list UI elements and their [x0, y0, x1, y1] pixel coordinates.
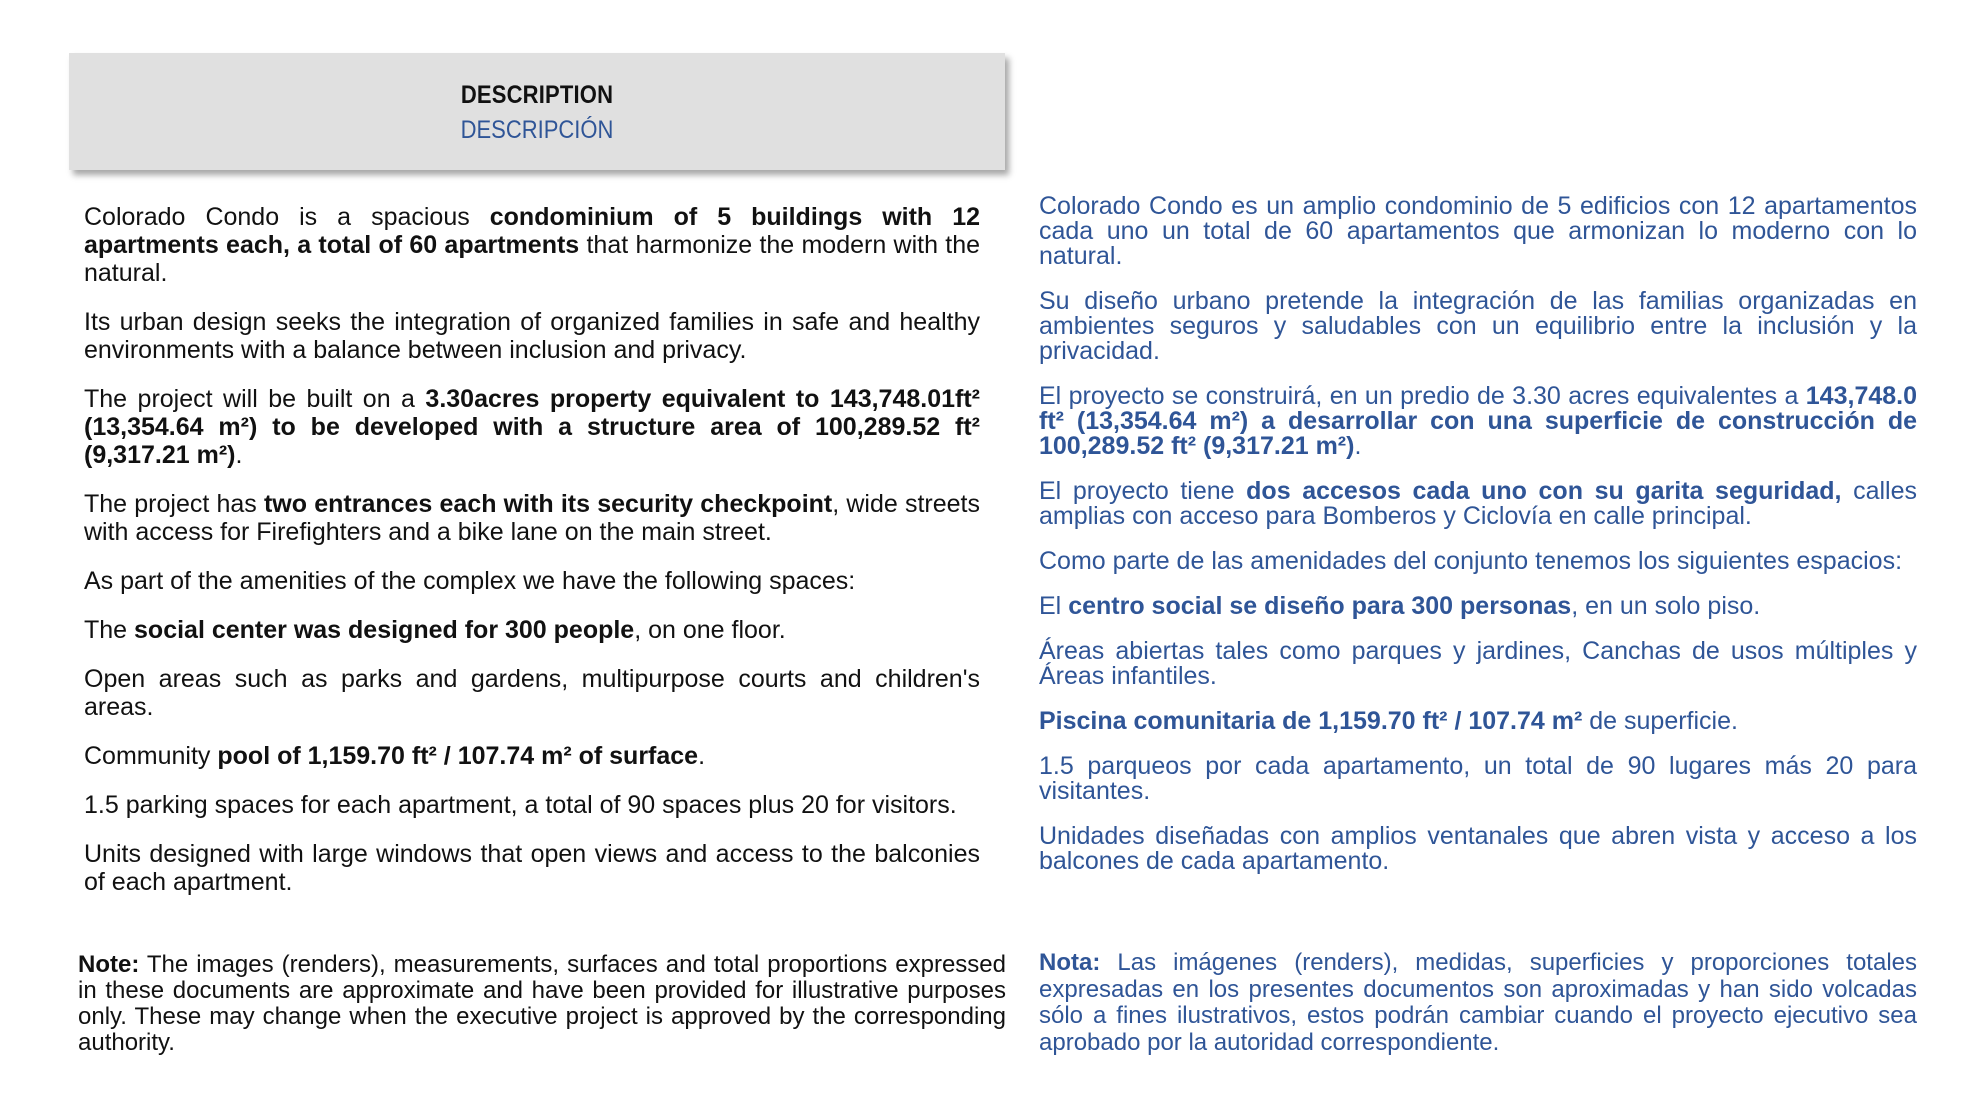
en-paragraph-urban-design: Its urban design seeks the integration of organized families in safe and healthy environments with a balance between inclusion and privacy.	[84, 308, 980, 364]
en-note-text: The images (renders), measurements, surfaces and total proportions expressed in these documents are approximate and have been provided for illustrative purposes only. These may change when the executive project is approved by the corresponding authority.	[78, 951, 1006, 1056]
en-note-label: Note:	[78, 951, 140, 978]
en-note	[78, 952, 1006, 1056]
es-paragraph-property: El proyecto se construirá, en un predio de 3.30 acres equivalentes a 143,748.0 ft² (13,354.64 m²) a desarrollar con una superficie de construcción de 100,289.52 ft² (9,317.21 m²).	[1039, 382, 1917, 460]
header-title-en: DESCRIPTION	[460, 81, 614, 109]
es-paragraph-amenities: Como parte de las amenidades del conjunto tenemos los siguientes espacios:	[1039, 547, 1903, 575]
english-column	[84, 203, 980, 917]
en-paragraph-social-center: The social center was designed for 300 people, on one floor.	[84, 616, 786, 644]
es-note-text: Las imágenes (renders), medidas, superficies y proporciones totales expresadas en los presentes documentos son aproximadas y han sido volcadas sólo a fines ilustrativos, estos podrán cambiar cuando el proyecto ejecutivo sea aprobado por la autoridad correspondiente.	[1039, 949, 1917, 1056]
en-paragraph-property: The project will be built on a 3.30acres property equivalent to 143,748.01ft² (13,354.64 m²) to be developed with a structure area of 100,289.52 ft² (9,317.21 m²).	[84, 385, 980, 469]
header-title-es: DESCRIPCIÓN	[460, 116, 614, 144]
spanish-column	[1039, 194, 1917, 894]
es-note-label: Nota:	[1039, 949, 1101, 976]
en-paragraph-intro: Colorado Condo is a spacious condominium of 5 buildings with 12 apartments each, a total of 60 apartments that harmonize the modern with the natural.	[84, 203, 981, 287]
es-paragraph-parking: 1.5 parqueos por cada apartamento, un total de 90 lugares más 20 para visitantes.	[1039, 752, 1917, 805]
es-note	[1039, 950, 1917, 1056]
es-paragraph-intro: Colorado Condo es un amplio condominio de 5 edificios con 12 apartamentos cada uno un total de 60 apartamentos que armonizan lo moderno con lo natural.	[1039, 192, 1917, 270]
es-paragraph-urban-design: Su diseño urbano pretende la integración de las familias organizadas en ambientes seguros y saludables con un equilibrio entre la inclusión y la privacidad.	[1039, 287, 1917, 365]
es-paragraph-social-center: El centro social se diseño para 300 personas, en un solo piso.	[1039, 592, 1761, 620]
es-paragraph-entrances: El proyecto tiene dos accesos cada uno con su garita seguridad, calles amplias con acceso para Bomberos y Ciclovía en calle principal.	[1039, 477, 1917, 530]
en-paragraph-pool: Community pool of 1,159.70 ft² / 107.74 m² of surface.	[84, 742, 706, 770]
es-paragraph-units: Unidades diseñadas con amplios ventanales que abren vista y acceso a los balcones de cada apartamento.	[1039, 822, 1917, 875]
en-paragraph-parking: 1.5 parking spaces for each apartment, a total of 90 spaces plus 20 for visitors.	[84, 791, 957, 819]
es-paragraph-pool: Piscina comunitaria de 1,159.70 ft² / 107.74 m² de superficie.	[1039, 707, 1738, 735]
en-paragraph-open-areas: Open areas such as parks and gardens, multipurpose courts and children's areas.	[84, 665, 980, 721]
en-paragraph-entrances: The project has two entrances each with its security checkpoint, wide streets with access for Firefighters and a bike lane on the main street.	[84, 490, 981, 546]
description-header	[69, 53, 1005, 170]
es-paragraph-open-areas: Áreas abiertas tales como parques y jardines, Canchas de usos múltiples y Áreas infantiles.	[1039, 637, 1917, 690]
en-paragraph-amenities: As part of the amenities of the complex we have the following spaces:	[84, 567, 856, 595]
en-paragraph-units: Units designed with large windows that open views and access to the balconies of each apartment.	[84, 840, 980, 896]
